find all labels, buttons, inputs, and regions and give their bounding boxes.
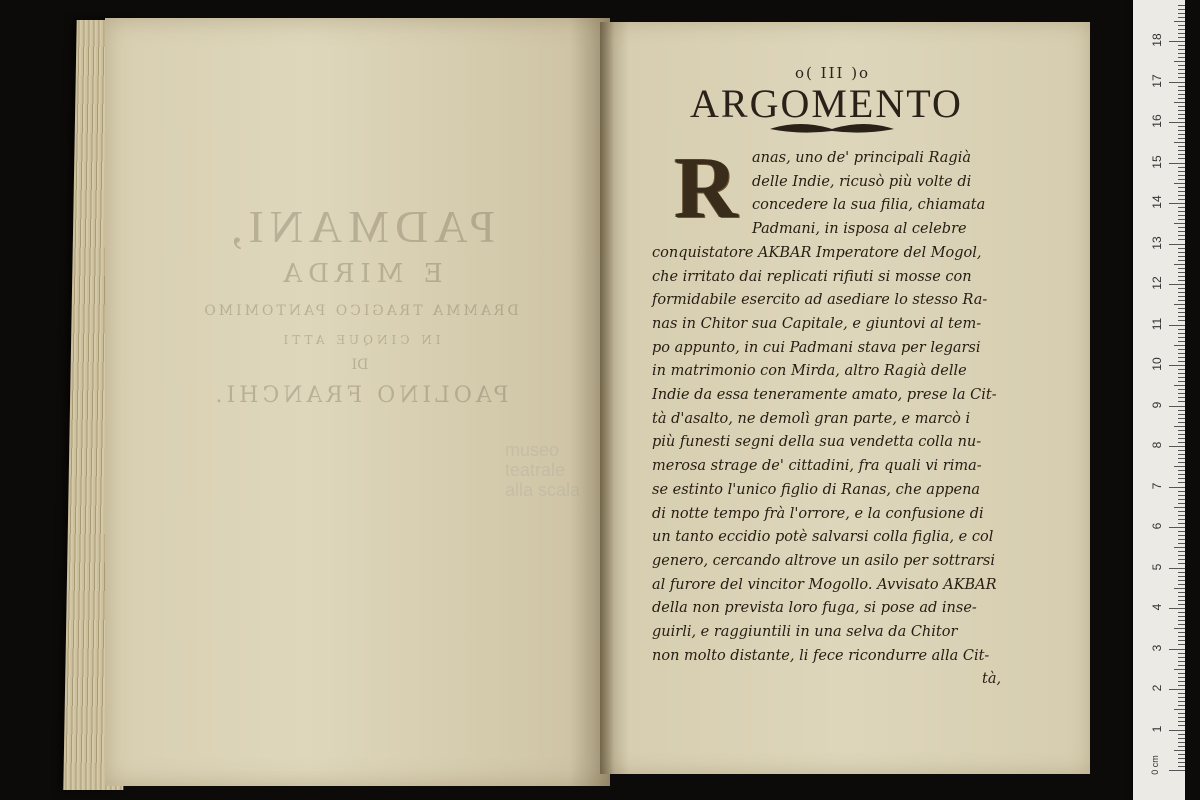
ruler-tick xyxy=(1178,150,1185,151)
ruler-tick xyxy=(1169,244,1185,245)
ruler-tick xyxy=(1174,547,1185,548)
ruler-tick xyxy=(1178,499,1185,500)
ornamental-drop-cap: R xyxy=(674,140,738,237)
ruler-tick xyxy=(1178,337,1185,338)
ruler-tick xyxy=(1178,482,1185,483)
ruler-tick xyxy=(1174,21,1185,22)
ruler-tick xyxy=(1178,45,1185,46)
ruler-tick xyxy=(1178,252,1185,253)
ruler-tick xyxy=(1174,142,1185,143)
ruler-tick xyxy=(1178,636,1185,637)
text-line: delle Indie, ricusò più volte di xyxy=(752,173,972,190)
ruler-tick xyxy=(1178,681,1185,682)
ruler-tick xyxy=(1178,657,1185,658)
ruler-tick xyxy=(1178,191,1185,192)
ruler-tick xyxy=(1178,57,1185,58)
text-line: tà d'asalto, ne demolì gran parte, e marcò i xyxy=(652,410,971,427)
ruler-tick xyxy=(1178,353,1185,354)
ruler-tick xyxy=(1169,689,1185,690)
ruler-number: 11 xyxy=(1150,317,1164,330)
text-line: concedere la sua filia, chiamata xyxy=(752,197,986,214)
ruler-tick xyxy=(1178,422,1185,423)
ruler-tick xyxy=(1178,316,1185,317)
text-line: nas in Chitor sua Capitale, e giuntovi al tem- xyxy=(652,315,982,332)
ruler-tick xyxy=(1178,592,1185,593)
ruler-number: 3 xyxy=(1150,644,1164,651)
ruler-tick xyxy=(1178,653,1185,654)
ruler-tick xyxy=(1178,624,1185,625)
ruler-tick xyxy=(1178,766,1185,767)
ruler-tick xyxy=(1178,381,1185,382)
ruler-tick xyxy=(1178,13,1185,14)
ruler-number: 6 xyxy=(1150,522,1164,530)
ruler-tick xyxy=(1178,94,1185,95)
ruler-tick xyxy=(1178,25,1185,26)
ruler-tick xyxy=(1169,568,1185,569)
page-number: o( III )o xyxy=(795,64,871,82)
ruler-tick xyxy=(1178,462,1185,463)
ruler-tick xyxy=(1178,705,1185,706)
ruler-tick xyxy=(1178,248,1185,249)
ruler-tick xyxy=(1178,693,1185,694)
ruler-tick xyxy=(1178,114,1185,115)
ruler-tick xyxy=(1178,231,1185,232)
ruler-tick xyxy=(1178,175,1185,176)
ruler-tick xyxy=(1178,478,1185,479)
ruler-tick xyxy=(1169,163,1185,164)
ruler-tick xyxy=(1178,742,1185,743)
ruler-tick xyxy=(1178,491,1185,492)
ruler-number: 5 xyxy=(1150,563,1164,570)
text-line: conquistatore AKBAR Imperatore del Mogol, xyxy=(652,244,982,261)
ruler-tick xyxy=(1178,77,1185,78)
ruler-tick xyxy=(1178,515,1185,516)
ruler-tick xyxy=(1178,320,1185,321)
ruler-tick xyxy=(1174,588,1185,589)
ruler-tick xyxy=(1178,713,1185,714)
ruler-tick xyxy=(1174,426,1185,427)
ruler-tick xyxy=(1178,17,1185,18)
text-line: po appunto, in cui Padmani stava per legarsi xyxy=(652,339,981,356)
text-line: al furore del vincitor Mogollo. Avvisato AKBAR xyxy=(652,576,997,593)
text-line: un tanto eccidio potè salvarsi colla figlia, e col xyxy=(652,529,994,546)
ruler-tick xyxy=(1174,345,1185,346)
ruler-tick xyxy=(1178,604,1185,605)
ruler-tick xyxy=(1178,616,1185,617)
ruler-tick xyxy=(1178,239,1185,240)
ruler-tick xyxy=(1178,5,1185,6)
ruler-tick xyxy=(1178,503,1185,504)
ruler-tick xyxy=(1178,268,1185,269)
ruler-tick xyxy=(1174,385,1185,386)
ruler-tick xyxy=(1178,33,1185,34)
ruler-tick xyxy=(1178,98,1185,99)
ruler-tick xyxy=(1178,260,1185,261)
ruler-tick xyxy=(1178,511,1185,512)
ruler-tick xyxy=(1178,401,1185,402)
ruler-number: 14 xyxy=(1150,195,1164,209)
ruler-tick xyxy=(1178,37,1185,38)
ruler-tick xyxy=(1178,495,1185,496)
book-gutter xyxy=(600,22,614,774)
ruler-tick xyxy=(1174,628,1185,629)
ruler-tick xyxy=(1178,450,1185,451)
ruler-tick xyxy=(1178,596,1185,597)
ruler-tick xyxy=(1178,361,1185,362)
ruler-number: 12 xyxy=(1150,276,1164,290)
text-line: della non prevista loro fuga, si pose ad inse- xyxy=(652,600,977,617)
ruler-tick xyxy=(1178,746,1185,747)
watermark-line: alla scala xyxy=(505,480,581,500)
ruler-tick xyxy=(1178,256,1185,257)
ruler-tick xyxy=(1178,179,1185,180)
ruler-tick xyxy=(1178,410,1185,411)
text-line: che irritato dai replicati rifiuti si mosse con xyxy=(652,268,972,285)
ruler-tick xyxy=(1174,264,1185,265)
ruler-tick xyxy=(1178,661,1185,662)
ruler-tick xyxy=(1169,203,1185,204)
ruler-tick xyxy=(1178,134,1185,135)
text-line: non molto distante, li fece ricondurre alla Cit- xyxy=(652,647,990,664)
ruler-tick xyxy=(1178,531,1185,532)
ruler-tick xyxy=(1178,126,1185,127)
text-line: tà, xyxy=(982,671,1002,688)
ruler-number: 2 xyxy=(1150,684,1164,692)
ruler-tick xyxy=(1178,442,1185,443)
ruler-tick xyxy=(1178,86,1185,87)
text-line: se estinto l'unico figlio di Ranas, che appena xyxy=(652,481,981,498)
ruler-tick xyxy=(1178,620,1185,621)
ruler-tick xyxy=(1178,612,1185,613)
ruler-tick xyxy=(1178,665,1185,666)
ruler-tick xyxy=(1169,649,1185,650)
ruler-tick xyxy=(1178,519,1185,520)
ruler-tick xyxy=(1178,296,1185,297)
ruler-tick xyxy=(1169,608,1185,609)
ruler-tick xyxy=(1178,543,1185,544)
ruler-tick xyxy=(1178,389,1185,390)
ruler-tick xyxy=(1178,187,1185,188)
ruler-tick xyxy=(1178,207,1185,208)
showthrough-acts: IN CINQUE ATTI xyxy=(279,333,441,347)
ruler-tick xyxy=(1178,535,1185,536)
ruler-tick xyxy=(1174,466,1185,467)
ruler-tick xyxy=(1178,418,1185,419)
ruler-tick xyxy=(1178,539,1185,540)
ruler-tick xyxy=(1178,333,1185,334)
ruler-tick xyxy=(1178,458,1185,459)
ruler-tick xyxy=(1178,329,1185,330)
ruler-tick xyxy=(1178,572,1185,573)
ruler-tick xyxy=(1178,430,1185,431)
ruler-number: 9 xyxy=(1150,401,1164,408)
ruler-tick xyxy=(1178,106,1185,107)
text-line: Indie da essa teneramente amato, prese la Cit- xyxy=(652,387,997,403)
showthrough-subtitle: E MIRDA xyxy=(277,259,443,289)
ruler-tick xyxy=(1178,227,1185,228)
ruler-tick xyxy=(1178,118,1185,119)
ruler-tick xyxy=(1178,154,1185,155)
ruler-tick xyxy=(1178,721,1185,722)
showthrough-title: PADMANI, xyxy=(225,201,495,252)
ruler-tick xyxy=(1178,762,1185,763)
showthrough-title-page xyxy=(160,200,560,408)
text-line: guirli, e raggiuntili in una selva da Chitor xyxy=(652,624,958,640)
ruler-tick xyxy=(1178,219,1185,220)
ruler-tick xyxy=(1178,685,1185,686)
ruler-tick xyxy=(1178,308,1185,309)
text-line: Padmani, in isposa al celebre xyxy=(752,221,967,238)
ruler-number: 18 xyxy=(1150,33,1164,47)
ruler-tick xyxy=(1178,235,1185,236)
ruler-tick xyxy=(1178,65,1185,66)
ruler-tick xyxy=(1169,41,1185,42)
showthrough-genre: DRAMMA TRAGICO PANTOMIMO xyxy=(201,303,519,319)
ruler-tick xyxy=(1178,341,1185,342)
text-line: merosa strage de' cittadini, fra quali vi rima- xyxy=(652,458,982,475)
text-line: in matrimonio con Mirda, altro Ragià delle xyxy=(652,363,967,380)
ruler-tick xyxy=(1169,730,1185,731)
watermark-line: museo xyxy=(505,440,560,460)
showthrough-author: PAOLINO FRANCHI. xyxy=(211,383,509,408)
ruler-tick xyxy=(1178,725,1185,726)
ruler-tick xyxy=(1169,82,1185,83)
ruler-tick xyxy=(1178,292,1185,293)
ruler-number: 15 xyxy=(1150,154,1164,169)
ruler-tick xyxy=(1178,470,1185,471)
ruler-tick xyxy=(1169,284,1185,285)
ruler-tick xyxy=(1178,373,1185,374)
ruler-tick xyxy=(1178,523,1185,524)
ruler-unit-label: 0 cm xyxy=(1149,755,1160,775)
text-line: genero, cercando altrove un asilo per sottrarsi xyxy=(652,552,995,569)
ruler-tick xyxy=(1169,487,1185,488)
measuring-ruler xyxy=(1133,0,1185,800)
ruler-tick xyxy=(1178,673,1185,674)
ruler-tick xyxy=(1178,90,1185,91)
ruler-number: 13 xyxy=(1150,235,1164,250)
ruler-number: 1 xyxy=(1150,725,1164,732)
ruler-number: 8 xyxy=(1150,441,1164,449)
ruler-tick xyxy=(1178,215,1185,216)
ruler-tick xyxy=(1178,563,1185,564)
ruler-tick xyxy=(1174,183,1185,184)
ruler-tick xyxy=(1178,555,1185,556)
ruler-tick xyxy=(1178,276,1185,277)
ruler-tick xyxy=(1178,130,1185,131)
ruler-tick xyxy=(1178,393,1185,394)
ruler-tick xyxy=(1178,434,1185,435)
ruler-tick xyxy=(1178,53,1185,54)
ruler-tick xyxy=(1174,709,1185,710)
ruler-tick xyxy=(1178,29,1185,30)
text-line: più funesti segni della sua vendetta colla nu- xyxy=(652,434,982,451)
ruler-tick xyxy=(1178,349,1185,350)
ruler-tick xyxy=(1178,397,1185,398)
ruler-tick xyxy=(1178,167,1185,168)
museum-watermark xyxy=(505,440,580,500)
ruler-tick xyxy=(1169,325,1185,326)
ruler-number: 17 xyxy=(1150,73,1164,88)
ruler-tick xyxy=(1178,438,1185,439)
ruler-number: 7 xyxy=(1150,482,1164,489)
text-line: formidabile esercito ad asediare lo stesso Ra- xyxy=(652,292,988,309)
ruler-tick xyxy=(1178,158,1185,159)
ruler-tick xyxy=(1178,377,1185,378)
ruler-tick xyxy=(1178,49,1185,50)
flourish-ornament xyxy=(768,121,896,137)
text-line: di notte tempo frà l'orrore, e la confusione di xyxy=(652,505,984,522)
ruler-tick xyxy=(1178,73,1185,74)
ruler-tick xyxy=(1178,110,1185,111)
ruler-tick xyxy=(1178,640,1185,641)
ruler-number: 4 xyxy=(1150,603,1164,611)
ruler-tick xyxy=(1169,527,1185,528)
ruler-tick xyxy=(1178,288,1185,289)
ruler-tick xyxy=(1178,369,1185,370)
ruler-tick xyxy=(1178,211,1185,212)
ruler-tick xyxy=(1178,272,1185,273)
text-line: anas, uno de' principali Ragià xyxy=(752,150,971,166)
ruler-tick xyxy=(1178,677,1185,678)
ruler-tick xyxy=(1178,644,1185,645)
ruler-tick xyxy=(1174,61,1185,62)
ruler-number: 10 xyxy=(1150,357,1164,371)
ruler-tick xyxy=(1178,69,1185,70)
ruler-tick xyxy=(1178,357,1185,358)
ruler-tick xyxy=(1169,365,1185,366)
ruler-tick xyxy=(1178,559,1185,560)
ruler-tick xyxy=(1178,551,1185,552)
ruler-tick xyxy=(1178,199,1185,200)
ruler-tick xyxy=(1178,454,1185,455)
ruler-tick xyxy=(1174,223,1185,224)
ruler-tick xyxy=(1178,171,1185,172)
ruler-tick xyxy=(1178,300,1185,301)
showthrough-by: DI xyxy=(351,357,369,373)
ruler-tick xyxy=(1178,738,1185,739)
ruler-tick xyxy=(1178,754,1185,755)
ruler-tick xyxy=(1178,576,1185,577)
ruler-tick xyxy=(1178,195,1185,196)
ruler-tick xyxy=(1178,697,1185,698)
ruler-tick xyxy=(1178,701,1185,702)
ruler-tick xyxy=(1169,770,1185,771)
watermark-line: teatrale xyxy=(505,460,566,480)
ruler-tick xyxy=(1178,9,1185,10)
ruler-tick xyxy=(1178,758,1185,759)
ruler-tick xyxy=(1178,138,1185,139)
ruler-tick xyxy=(1178,580,1185,581)
ruler-tick xyxy=(1169,122,1185,123)
ruler-tick xyxy=(1178,146,1185,147)
ruler-tick xyxy=(1174,102,1185,103)
ruler-tick xyxy=(1178,312,1185,313)
ruler-tick xyxy=(1178,280,1185,281)
ruler-tick xyxy=(1169,446,1185,447)
ruler-tick xyxy=(1174,304,1185,305)
ruler-tick xyxy=(1178,584,1185,585)
ruler-tick xyxy=(1178,717,1185,718)
ruler-tick xyxy=(1178,600,1185,601)
ruler-tick xyxy=(1178,414,1185,415)
ruler-tick xyxy=(1178,734,1185,735)
ruler-tick xyxy=(1178,474,1185,475)
ruler-tick xyxy=(1174,507,1185,508)
ruler-number: 16 xyxy=(1150,114,1164,128)
ruler-tick xyxy=(1169,406,1185,407)
ruler-tick xyxy=(1174,750,1185,751)
ruler-tick xyxy=(1178,632,1185,633)
ruler-tick xyxy=(1174,669,1185,670)
section-heading: ARGOMENTO xyxy=(690,81,963,126)
